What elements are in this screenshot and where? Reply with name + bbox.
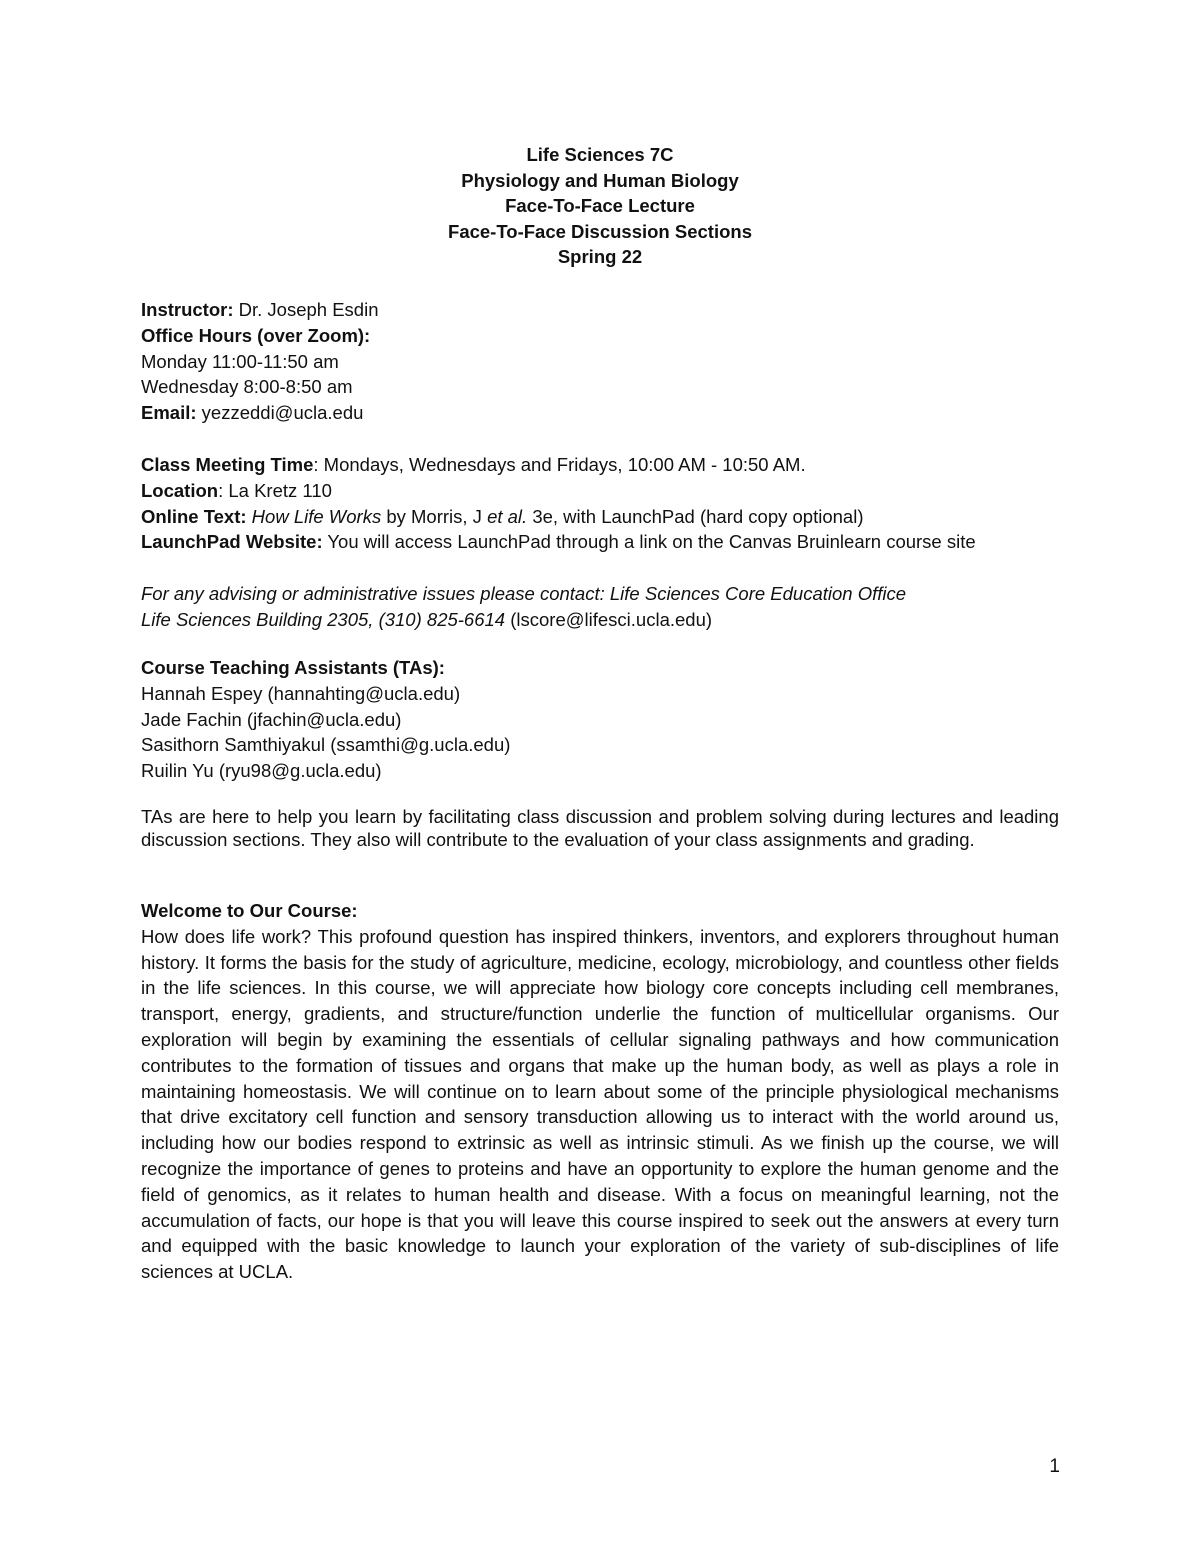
launchpad-label: LaunchPad Website: — [141, 531, 323, 553]
email-line — [141, 400, 1059, 426]
online-text-label: Online Text: — [141, 505, 247, 527]
title-block — [0, 142, 1200, 270]
meeting-time-line — [141, 452, 1059, 478]
ta-list-item: Hannah Espey (hannahting@ucla.edu) — [141, 682, 461, 704]
term: Spring 22 — [557, 246, 643, 267]
location-line — [141, 478, 1059, 504]
textbook-et-al: et al. — [487, 505, 528, 527]
advising-email[interactable]: (lscore@lifesci.ucla.edu) — [505, 608, 713, 630]
textbook-title: How Life Works — [251, 505, 382, 527]
class-info-section — [141, 452, 1059, 555]
welcome-section — [141, 898, 1059, 1285]
welcome-body: How does life work? This profound question has inspired thinkers, inventors, and explorers throughout human history. It forms the basis for the study of agriculture, medicine, ecology, microbiology, and countless other fields in the life sciences. In this course, we will appreciate how biology core concepts including cell membranes, transport, energy, gradients, and structure/function underlie the function of multicellular organisms. Our exploration will begin by examining the essentials of cellular signaling pathways and how communication contributes to the formation of tissues and organs that make up the human body, as well as plays a role in maintaining homeostasis. We will continue on to learn about some of the principle physiological mechanisms that drive excitatory cell function and sensory transduction allowing us to interact with the world around us, including how our bodies respond to extrinsic as well as intrinsic stimuli. As we finish up the course, we will recognize the importance of genes to proteins and have an opportunity to explore the human genome and the field of genomics, as it relates to human health and disease. With a focus on meaningful learning, not the accumulation of facts, our hope is that you will leave this course inspired to seek out the answers at every turn and equipped with the basic knowledge to launch your exploration of the variety of sub-disciplines of life sciences at UCLA. — [141, 925, 1059, 1283]
advising-section — [141, 581, 1059, 633]
meeting-time-label: Class Meeting Time — [141, 454, 314, 475]
ta-heading: Course Teaching Assistants (TAs): — [141, 657, 445, 678]
email-link[interactable]: yezzeddi@ucla.edu — [196, 402, 364, 424]
advising-address: Life Sciences Building 2305, (310) 825-6614 — [141, 608, 506, 630]
welcome-heading: Welcome to Our Course: — [141, 900, 358, 921]
advising-line-1: For any advising or administrative issues please contact: Life Sciences Core Education Office — [141, 583, 907, 604]
location-label: Location — [141, 479, 219, 501]
instructor-line — [141, 297, 1059, 323]
ta-list-item: Sasithorn Samthiyakul (ssamthi@g.ucla.edu) — [141, 734, 511, 756]
course-code: Life Sciences 7C — [526, 144, 674, 165]
launchpad-value: You will access LaunchPad through a link on the Canvas Bruinlearn course site — [322, 531, 976, 553]
instructor-section — [141, 297, 1059, 426]
lecture-format: Face-To-Face Lecture — [505, 195, 695, 216]
location-value: : La Kretz 110 — [218, 479, 332, 501]
ta-section — [141, 655, 1059, 784]
instructor-label: Instructor: — [141, 299, 234, 320]
discussion-format: Face-To-Face Discussion Sections — [448, 220, 752, 242]
ta-list-item: Ruilin Yu (ryu98@g.ucla.edu) — [141, 760, 382, 782]
textbook-author: by Morris, J — [381, 505, 488, 527]
page-number: 1 — [1049, 1456, 1060, 1477]
ta-list-item: Jade Fachin (jfachin@ucla.edu) — [141, 708, 402, 730]
office-hours-monday: Monday 11:00-11:50 am — [141, 350, 339, 372]
office-hours-label: Office Hours (over Zoom): — [141, 324, 371, 346]
ta-description: TAs are here to help you learn by facilitating class discussion and problem solving during lectures and leading discussion sections. They also will contribute to the evaluation of your class assignments and grading. — [141, 806, 1059, 850]
launchpad-line — [141, 529, 1059, 555]
course-title: Physiology and Human Biology — [461, 169, 739, 191]
meeting-time-value: : Mondays, Wednesdays and Fridays, 10:00 AM - 10:50 AM. — [313, 454, 806, 475]
online-text-line — [141, 504, 1059, 530]
office-hours-wednesday: Wednesday 8:00-8:50 am — [141, 376, 353, 398]
email-label: Email: — [141, 402, 197, 424]
advising-line-2 — [141, 607, 1059, 633]
textbook-edition: 3e, with LaunchPad (hard copy optional) — [527, 505, 864, 527]
instructor-name: Dr. Joseph Esdin — [233, 299, 379, 320]
